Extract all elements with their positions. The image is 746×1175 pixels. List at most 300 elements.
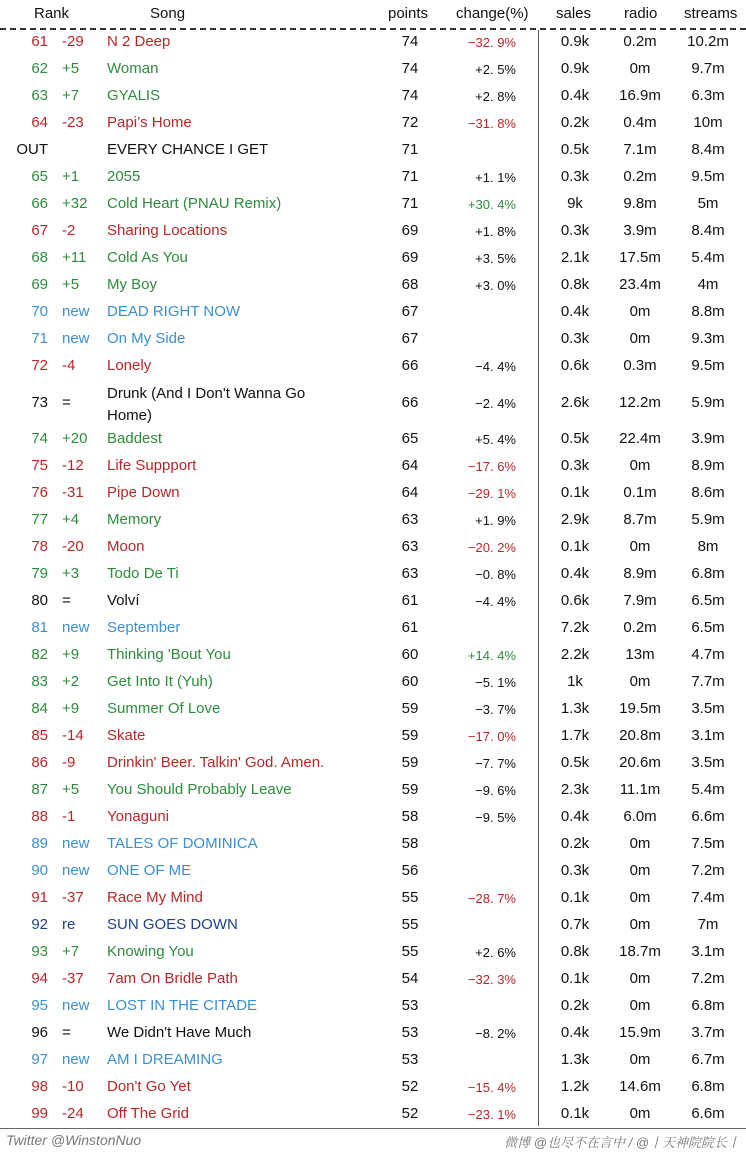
table-row <box>0 301 746 328</box>
table-row <box>0 382 746 428</box>
table-row <box>0 1022 746 1049</box>
percent-cell: −17. 6% <box>467 459 516 474</box>
song-cell: EVERY CHANCE I GET <box>107 141 269 158</box>
rank-cell: 62 <box>31 60 48 77</box>
change-cell: new <box>62 1051 90 1068</box>
percent-cell: +3. 0% <box>475 278 516 293</box>
streams-cell: 6.5m <box>691 592 725 609</box>
change-cell: = <box>62 394 71 411</box>
rank-cell: 95 <box>31 997 48 1014</box>
rank-cell: 67 <box>31 222 48 239</box>
song-cell: Cold As You <box>107 249 188 266</box>
points-cell: 56 <box>401 862 419 879</box>
streams-cell: 3.7m <box>691 1024 725 1041</box>
radio-cell: 6.0m <box>623 808 657 825</box>
song-cell: Skate <box>107 727 146 744</box>
rank-cell: 89 <box>31 835 48 852</box>
table-row <box>0 725 746 752</box>
points-cell: 55 <box>401 889 419 906</box>
footer-weibo: 微博 @也尽不在言中 / @丨天神院院长丨 <box>504 1135 740 1150</box>
table-row <box>0 779 746 806</box>
sales-cell: 0.3k <box>560 330 590 347</box>
table-row <box>0 31 746 58</box>
points-cell: 53 <box>401 1024 419 1041</box>
rank-cell: 92 <box>31 916 48 933</box>
song-cell: Papi’s Home <box>107 114 192 131</box>
sales-cell: 9k <box>567 195 583 212</box>
song-cell: Volví <box>107 592 140 609</box>
points-cell: 52 <box>401 1105 419 1122</box>
points-cell: 53 <box>401 1051 419 1068</box>
rank-cell: 65 <box>31 168 48 185</box>
change-cell: -10 <box>62 1078 84 1095</box>
rank-cell: 79 <box>31 565 48 582</box>
song-cell: LOST IN THE CITADE <box>107 997 258 1014</box>
table-row <box>0 247 746 274</box>
header-points: points <box>388 5 429 22</box>
points-cell: 55 <box>401 943 419 960</box>
sales-cell: 0.2k <box>560 835 590 852</box>
radio-cell: 0.1m <box>623 484 657 501</box>
table-row <box>0 671 746 698</box>
radio-cell: 0.4m <box>623 114 657 131</box>
rank-cell: 73 <box>31 394 48 411</box>
points-cell: 67 <box>401 303 419 320</box>
table-row <box>0 887 746 914</box>
rank-cell: 84 <box>31 700 48 717</box>
change-cell: +9 <box>62 700 80 717</box>
streams-cell: 5.4m <box>691 781 725 798</box>
song-cell: Sharing Locations <box>107 222 228 239</box>
change-cell: +3 <box>62 565 80 582</box>
table-row <box>0 590 746 617</box>
points-cell: 67 <box>401 330 419 347</box>
radio-cell: 7.9m <box>623 592 657 609</box>
song-cell: Baddest <box>107 430 163 447</box>
points-cell: 74 <box>401 87 419 104</box>
streams-cell: 7.2m <box>691 862 725 879</box>
change-cell: -1 <box>62 808 76 825</box>
song-cell: AM I DREAMING <box>107 1051 223 1068</box>
sales-cell: 0.1k <box>560 1105 590 1122</box>
radio-cell: 20.8m <box>619 727 661 744</box>
song-cell: Summer Of Love <box>107 700 221 717</box>
table-row <box>0 220 746 247</box>
points-cell: 71 <box>401 168 419 185</box>
percent-cell: −4. 4% <box>475 594 516 609</box>
song-cell: Life Suppport <box>107 457 197 474</box>
streams-cell: 8m <box>697 538 719 555</box>
streams-cell: 4.7m <box>691 646 725 663</box>
sales-cell: 0.3k <box>560 222 590 239</box>
song-cell: Memory <box>107 511 162 528</box>
points-cell: 58 <box>401 808 419 825</box>
change-cell: new <box>62 862 90 879</box>
radio-cell: 0m <box>629 997 651 1014</box>
sales-cell: 0.1k <box>560 970 590 987</box>
sales-cell: 1.3k <box>560 1051 590 1068</box>
song-cell: Pipe Down <box>107 484 180 501</box>
song-cell: SUN GOES DOWN <box>107 916 238 933</box>
table-row <box>0 968 746 995</box>
streams-cell: 6.8m <box>691 997 725 1014</box>
change-cell: -2 <box>62 222 76 239</box>
song-cell: Moon <box>107 538 145 555</box>
table-row <box>0 644 746 671</box>
points-cell: 61 <box>401 592 419 609</box>
header-rank: Rank <box>34 5 70 22</box>
song-cell: N 2 Deep <box>107 33 171 50</box>
table-row <box>0 914 746 941</box>
points-cell: 52 <box>401 1078 419 1095</box>
points-cell: 59 <box>401 754 419 771</box>
change-cell: -31 <box>62 484 84 501</box>
rank-cell: 70 <box>31 303 48 320</box>
points-cell: 71 <box>401 141 419 158</box>
radio-cell: 0m <box>629 457 651 474</box>
percent-cell: −9. 6% <box>475 783 516 798</box>
change-cell: +11 <box>62 249 87 266</box>
radio-cell: 0m <box>629 1051 651 1068</box>
sales-cell: 0.3k <box>560 168 590 185</box>
rank-cell: 75 <box>31 457 48 474</box>
sales-cell: 1.3k <box>560 700 590 717</box>
radio-cell: 3.9m <box>623 222 657 239</box>
percent-cell: −23. 1% <box>467 1107 516 1122</box>
sales-cell: 1.7k <box>560 727 590 744</box>
percent-cell: −7. 7% <box>475 756 516 771</box>
points-cell: 74 <box>401 33 419 50</box>
sales-cell: 0.4k <box>560 87 590 104</box>
rank-cell: 66 <box>31 195 48 212</box>
percent-cell: −29. 1% <box>467 486 516 501</box>
table-row <box>0 536 746 563</box>
percent-cell: +1. 8% <box>475 224 516 239</box>
rank-cell: 91 <box>31 889 48 906</box>
radio-cell: 0.3m <box>623 357 657 374</box>
percent-cell: −0. 8% <box>475 567 516 582</box>
radio-cell: 11.1m <box>619 781 661 798</box>
table-row <box>0 995 746 1022</box>
radio-cell: 0m <box>629 673 651 690</box>
percent-cell: +2. 6% <box>475 945 516 960</box>
percent-cell: +30. 4% <box>467 197 516 212</box>
radio-cell: 15.9m <box>619 1024 661 1041</box>
change-cell: +9 <box>62 646 80 663</box>
change-cell: = <box>62 1024 71 1041</box>
sales-cell: 2.2k <box>560 646 590 663</box>
change-cell: -24 <box>62 1105 84 1122</box>
table-header <box>0 0 746 30</box>
song-cell: Thinking 'Bout You <box>107 646 231 663</box>
song-cell: You Should Probably Leave <box>107 781 292 798</box>
change-cell: -23 <box>62 114 84 131</box>
radio-cell: 17.5m <box>619 249 661 266</box>
points-cell: 61 <box>401 619 419 636</box>
table-row <box>0 509 746 536</box>
change-cell: +7 <box>62 943 80 960</box>
change-cell: new <box>62 303 90 320</box>
percent-cell: −8. 2% <box>475 1026 516 1041</box>
rank-cell: 80 <box>31 592 48 609</box>
sales-cell: 7.2k <box>560 619 590 636</box>
percent-cell: −9. 5% <box>475 810 516 825</box>
table-row <box>0 698 746 725</box>
points-cell: 71 <box>401 195 419 212</box>
change-cell: -37 <box>62 889 84 906</box>
song-cell: Yonaguni <box>107 808 170 825</box>
streams-cell: 3.5m <box>691 700 725 717</box>
sales-cell: 2.3k <box>560 781 590 798</box>
points-cell: 59 <box>401 781 419 798</box>
streams-cell: 7.4m <box>691 889 725 906</box>
radio-cell: 0.2m <box>623 168 657 185</box>
percent-cell: −32. 9% <box>467 35 516 50</box>
points-cell: 64 <box>401 457 419 474</box>
radio-cell: 16.9m <box>619 87 661 104</box>
points-cell: 72 <box>401 114 419 131</box>
sales-cell: 0.8k <box>560 943 590 960</box>
points-cell: 66 <box>401 394 419 411</box>
radio-cell: 0m <box>629 1105 651 1122</box>
radio-cell: 0m <box>629 60 651 77</box>
table-row <box>0 58 746 85</box>
song-cell: 2055 <box>107 168 141 185</box>
song-cell: 7am On Bridle Path <box>107 970 238 987</box>
points-cell: 69 <box>401 222 419 239</box>
sales-cell: 0.5k <box>560 141 590 158</box>
rank-cell: 63 <box>31 87 48 104</box>
points-cell: 63 <box>401 511 419 528</box>
sales-cell: 0.3k <box>560 862 590 879</box>
sales-cell: 0.5k <box>560 430 590 447</box>
percent-cell: −5. 1% <box>475 675 516 690</box>
streams-cell: 6.5m <box>691 619 725 636</box>
rank-cell: 64 <box>31 114 48 131</box>
points-cell: 60 <box>401 673 419 690</box>
sales-cell: 1k <box>567 673 583 690</box>
streams-cell: 9.3m <box>691 330 725 347</box>
song-cell: Get Into It (Yuh) <box>107 673 213 690</box>
streams-cell: 10.2m <box>687 33 729 50</box>
rank-cell: 97 <box>31 1051 48 1068</box>
points-cell: 55 <box>401 916 419 933</box>
footer <box>0 1128 746 1175</box>
streams-cell: 6.3m <box>691 87 725 104</box>
table-row <box>0 274 746 301</box>
sales-cell: 0.5k <box>560 754 590 771</box>
change-cell: +5 <box>62 276 80 293</box>
streams-cell: 7.7m <box>691 673 725 690</box>
change-cell: -4 <box>62 357 76 374</box>
song-cell: Woman <box>107 60 159 77</box>
percent-cell: +2. 8% <box>475 89 516 104</box>
radio-cell: 0m <box>629 862 651 879</box>
change-cell: re <box>62 916 76 933</box>
streams-cell: 7.5m <box>691 835 725 852</box>
rank-cell: 86 <box>31 754 48 771</box>
streams-cell: 5m <box>697 195 719 212</box>
percent-cell: −3. 7% <box>475 702 516 717</box>
rank-cell: 72 <box>31 357 48 374</box>
header-sales: sales <box>556 5 592 22</box>
percent-cell: −15. 4% <box>467 1080 516 1095</box>
points-cell: 68 <box>401 276 419 293</box>
song-cell: September <box>107 619 181 636</box>
points-cell: 60 <box>401 646 419 663</box>
song-cell: Don't Go Yet <box>107 1078 191 1095</box>
sales-cell: 0.7k <box>560 916 590 933</box>
rank-cell: 69 <box>31 276 48 293</box>
song-cell: Drinkin' Beer. Talkin' God. Amen. <box>107 754 325 771</box>
sales-cell: 0.1k <box>560 889 590 906</box>
song-cell: DEAD RIGHT NOW <box>107 303 241 320</box>
streams-cell: 3.9m <box>691 430 725 447</box>
sales-cell: 0.4k <box>560 808 590 825</box>
radio-cell: 23.4m <box>619 276 661 293</box>
table-row <box>0 428 746 455</box>
table-row <box>0 1076 746 1103</box>
radio-cell: 0m <box>629 835 651 852</box>
rank-cell: 61 <box>31 33 48 50</box>
change-cell: new <box>62 619 90 636</box>
change-cell: new <box>62 330 90 347</box>
streams-cell: 5.4m <box>691 249 725 266</box>
streams-cell: 6.6m <box>691 1105 725 1122</box>
sales-cell: 0.3k <box>560 457 590 474</box>
percent-cell: +2. 5% <box>475 62 516 77</box>
sales-cell: 0.8k <box>560 276 590 293</box>
header-song: Song <box>150 5 186 22</box>
footer-twitter: Twitter @WinstonNuo <box>6 1132 142 1148</box>
rank-cell: 90 <box>31 862 48 879</box>
change-cell: +20 <box>62 430 88 447</box>
streams-cell: 7.2m <box>691 970 725 987</box>
radio-cell: 18.7m <box>619 943 661 960</box>
points-cell: 63 <box>401 538 419 555</box>
sales-cell: 0.9k <box>560 33 590 50</box>
table-row <box>0 482 746 509</box>
percent-cell: −28. 7% <box>467 891 516 906</box>
song-cell: We Didn't Have Much <box>107 1024 252 1041</box>
rank-cell: 74 <box>31 430 48 447</box>
points-cell: 64 <box>401 484 419 501</box>
streams-cell: 8.6m <box>691 484 725 501</box>
percent-cell: +1. 1% <box>475 170 516 185</box>
streams-cell: 8.8m <box>691 303 725 320</box>
points-cell: 63 <box>401 565 419 582</box>
streams-cell: 3.5m <box>691 754 725 771</box>
streams-cell: 7m <box>697 916 719 933</box>
song-cell: Drunk (And I Don't Wanna Go Home) <box>107 385 306 424</box>
table-row <box>0 752 746 779</box>
header-streams: streams <box>684 5 738 22</box>
streams-cell: 9.5m <box>691 357 725 374</box>
radio-cell: 22.4m <box>619 430 661 447</box>
points-cell: 65 <box>401 430 419 447</box>
radio-cell: 12.2m <box>619 394 661 411</box>
points-cell: 59 <box>401 727 419 744</box>
rank-cell: 85 <box>31 727 48 744</box>
streams-cell: 3.1m <box>691 727 725 744</box>
radio-cell: 0m <box>629 970 651 987</box>
change-cell: +32 <box>62 195 88 212</box>
sales-cell: 0.4k <box>560 565 590 582</box>
sales-cell: 0.2k <box>560 114 590 131</box>
percent-cell: −4. 4% <box>475 359 516 374</box>
song-cell: On My Side <box>107 330 186 347</box>
percent-cell: −2. 4% <box>475 396 516 411</box>
table-row <box>0 941 746 968</box>
rank-cell: OUT <box>16 141 48 158</box>
change-cell: +7 <box>62 87 80 104</box>
table-row <box>0 1103 746 1130</box>
header-change: change(%) <box>456 5 529 22</box>
points-cell: 53 <box>401 997 419 1014</box>
streams-cell: 5.9m <box>691 511 725 528</box>
sales-cell: 0.2k <box>560 997 590 1014</box>
table-row <box>0 860 746 887</box>
streams-cell: 8.9m <box>691 457 725 474</box>
rank-cell: 77 <box>31 511 48 528</box>
percent-cell: +1. 9% <box>475 513 516 528</box>
points-cell: 74 <box>401 60 419 77</box>
rank-cell: 88 <box>31 808 48 825</box>
streams-cell: 10m <box>693 114 723 131</box>
percent-cell: −31. 8% <box>467 116 516 131</box>
rank-cell: 71 <box>31 330 48 347</box>
change-cell: +1 <box>62 168 80 185</box>
song-cell: Lonely <box>107 357 152 374</box>
sales-cell: 0.6k <box>560 592 590 609</box>
radio-cell: 0m <box>629 330 651 347</box>
table-row <box>0 328 746 355</box>
sales-cell: 0.9k <box>560 60 590 77</box>
streams-cell: 6.6m <box>691 808 725 825</box>
change-cell: +5 <box>62 781 80 798</box>
streams-cell: 6.8m <box>691 565 725 582</box>
radio-cell: 19.5m <box>619 700 661 717</box>
table-row <box>0 112 746 139</box>
rank-cell: 76 <box>31 484 48 501</box>
streams-cell: 9.5m <box>691 168 725 185</box>
sales-cell: 0.1k <box>560 484 590 501</box>
change-cell: = <box>62 592 71 609</box>
song-cell: My Boy <box>107 276 158 293</box>
song-cell: Off The Grid <box>107 1105 189 1122</box>
radio-cell: 20.6m <box>619 754 661 771</box>
points-cell: 66 <box>401 357 419 374</box>
percent-cell: +14. 4% <box>467 648 516 663</box>
points-cell: 59 <box>401 700 419 717</box>
radio-cell: 0m <box>629 538 651 555</box>
percent-cell: −17. 0% <box>467 729 516 744</box>
streams-cell: 3.1m <box>691 943 725 960</box>
song-cell: Race My Mind <box>107 889 203 906</box>
table-row <box>0 193 746 220</box>
percent-cell: +5. 4% <box>475 432 516 447</box>
radio-cell: 8.7m <box>623 511 657 528</box>
song-cell: ONE OF ME <box>107 862 192 879</box>
rank-cell: 82 <box>31 646 48 663</box>
change-cell: new <box>62 997 90 1014</box>
change-cell: -14 <box>62 727 84 744</box>
radio-cell: 0m <box>629 889 651 906</box>
radio-cell: 13m <box>625 646 655 663</box>
sales-cell: 0.6k <box>560 357 590 374</box>
streams-cell: 4m <box>697 276 719 293</box>
song-cell: Cold Heart (PNAU Remix) <box>107 195 282 212</box>
